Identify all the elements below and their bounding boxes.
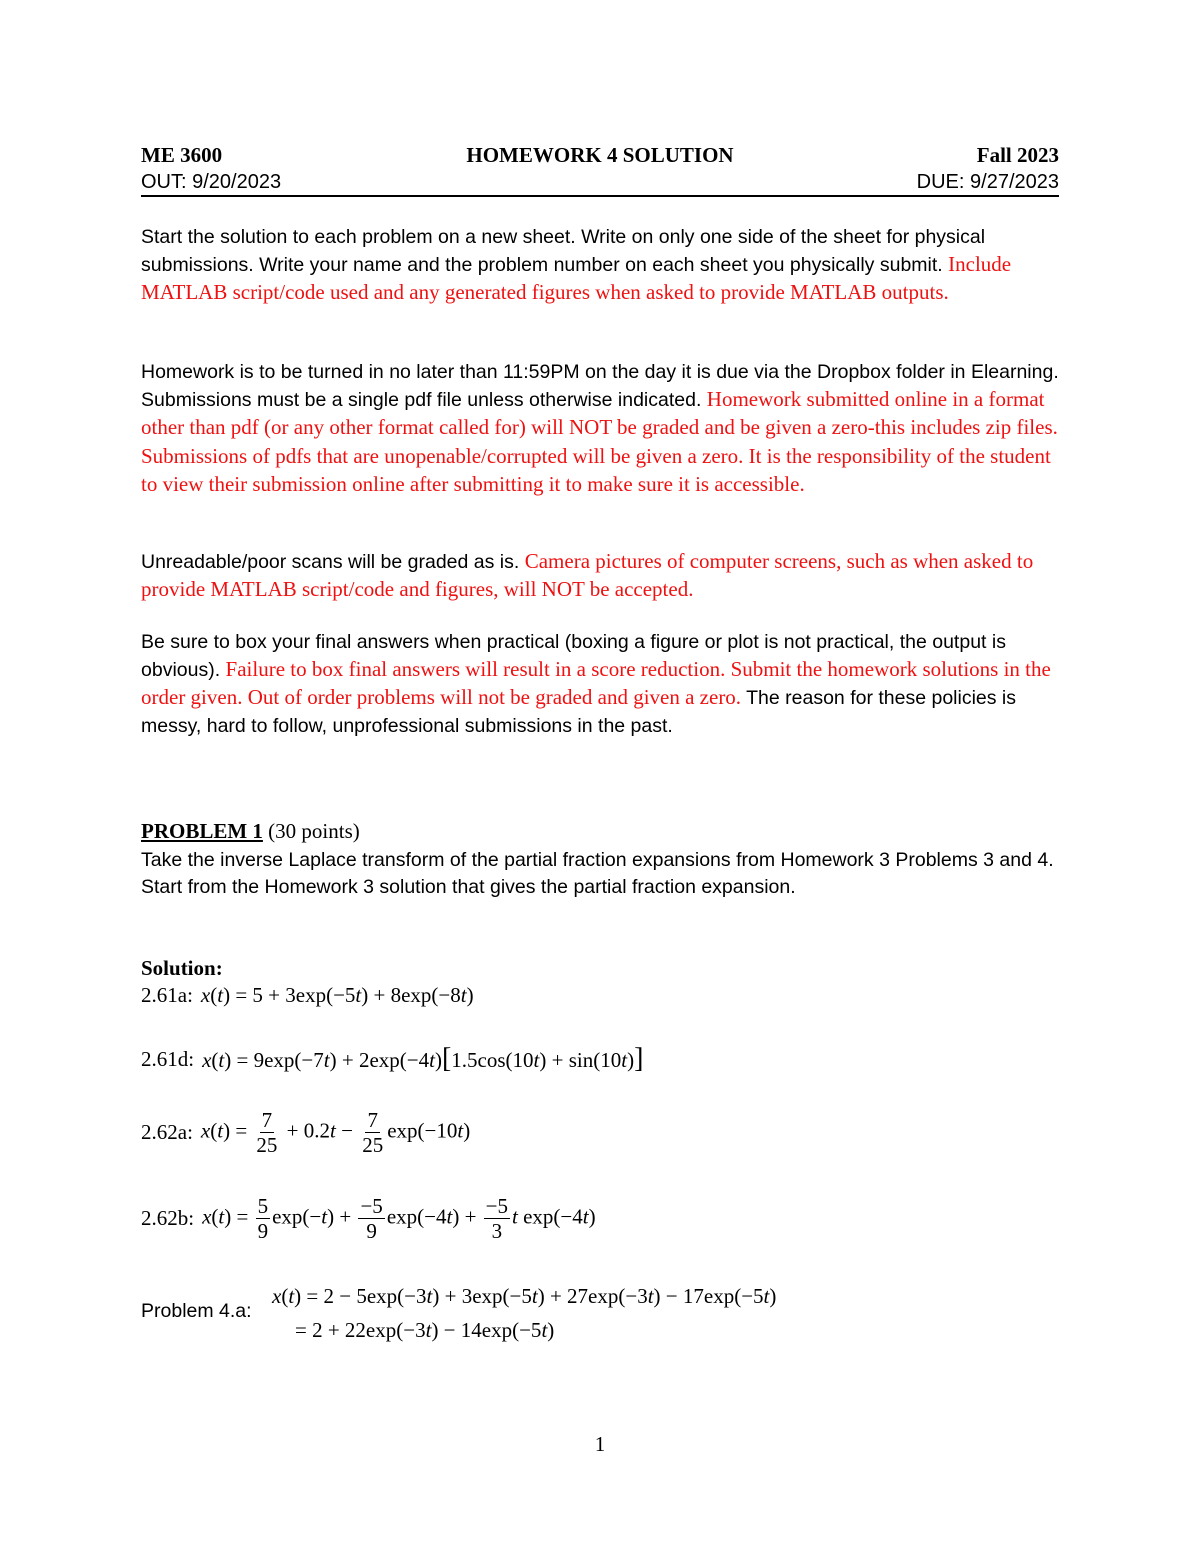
header-row-2 xyxy=(141,171,1059,197)
header-row-1 xyxy=(141,143,1059,168)
problem-1-text: Take the inverse Laplace transform of the partial fraction expansions from Homework 3 Problems 3 and 4. Start from the Homework 3 solution that gives the partial fraction expansion. xyxy=(141,849,1054,899)
equation-2-62a xyxy=(141,1108,470,1157)
fraction: $\frac{7}{25}$ xyxy=(256,1108,278,1157)
course-code: ME 3600 xyxy=(141,143,223,167)
equation-2-62b xyxy=(141,1194,596,1243)
equation-label: 2.61a: xyxy=(141,983,193,1007)
instructions-paragraph-1: Start the solution to each problem on a new sheet. Write on only one side of the sheet for physical submissions. Write your name and the problem number on each sheet you physically submit. Include MATLAB script/code used and any generated figures when asked to provide MATLAB outputs. xyxy=(141,226,1012,305)
problem-1-heading xyxy=(141,819,360,844)
fraction: $\frac{5}{9}$ xyxy=(257,1194,269,1243)
equation-body: x(t) = 9exp(−7t) + 2exp(−4t)[1.5cos(10t) + sin(10t)] xyxy=(202,1043,644,1074)
fraction: $\frac{-5}{9}$ xyxy=(360,1194,383,1243)
equation-label: 2.62a: xyxy=(141,1120,193,1144)
page-number: 1 xyxy=(594,1432,606,1456)
fraction: $\frac{-5}{3}$ xyxy=(485,1194,509,1243)
equation-body: x(t) = $\frac{5}{9}$ exp(−t) + $\frac{-5}{9}$ exp(−4t) + $\frac{-5}{3}$ t exp(−4t) xyxy=(202,1194,596,1243)
equation-body: x(t) = 5 + 3exp(−5t) + 8exp(−8t) xyxy=(200,983,474,1007)
equation-2-61d xyxy=(141,1043,643,1075)
equation-problem-4a-line-2: = 2 + 22exp(−3t) − 14exp(−5t) xyxy=(295,1318,555,1342)
equation-body: x(t) = $\frac{7}{25}$ + 0.2t − $\frac{7}{25}$ exp(−10t) xyxy=(200,1108,471,1157)
document-title: HOMEWORK 4 SOLUTION xyxy=(466,143,734,167)
due-date: DUE: 9/27/2023 xyxy=(916,171,1059,193)
equation-label: 2.62b: xyxy=(141,1206,195,1230)
equation-label: 2.61d: xyxy=(141,1046,195,1071)
term: Fall 2023 xyxy=(976,143,1059,167)
equation-2-61a xyxy=(141,983,474,1008)
problem-1-points: (30 points) xyxy=(262,819,360,843)
instructions-paragraph-3: Unreadable/poor scans will be graded as is. Camera pictures of computer screens, such as when asked to provide MATLAB script/code and figures, will NOT be accepted. xyxy=(141,549,1034,602)
fraction: $\frac{7}{25}$ xyxy=(362,1108,384,1157)
equation-problem-4a-line-1: x(t) = 2 − 5exp(−3t) + 3exp(−5t) + 27exp(−3t) − 17exp(−5t) xyxy=(272,1284,777,1308)
equation-label-problem-4a: Problem 4.a: xyxy=(141,1300,252,1322)
solution-label: Solution: xyxy=(141,956,223,980)
instructions-paragraph-4: Be sure to box your final answers when practical (boxing a figure or plot is not practical, the output is obvious). Failure to box final answers will result in a score reduction. Submit the homework solutions in the order given. Out of order problems will not be graded and given a zero. The reason for these policies is messy, hard to follow, unprofessional submissions in the past. xyxy=(141,631,1051,737)
problem-1-title: PROBLEM 1 xyxy=(141,819,263,843)
instructions-paragraph-2: Homework is to be turned in no later than 11:59PM on the day it is due via the Dropbox folder in Elearning. Submissions must be a single pdf file unless otherwise indicated. Homework submitted online in a format other than pdf (or any other format called for) will NOT be graded and be given a zero-this includes zip files. Submissions of pdfs that are unopenable/corrupted will be given a zero. It is the responsibility of the student to view their submission online after submitting it to make sure it is accessible. xyxy=(141,361,1059,496)
out-date: OUT: 9/20/2023 xyxy=(141,171,282,193)
